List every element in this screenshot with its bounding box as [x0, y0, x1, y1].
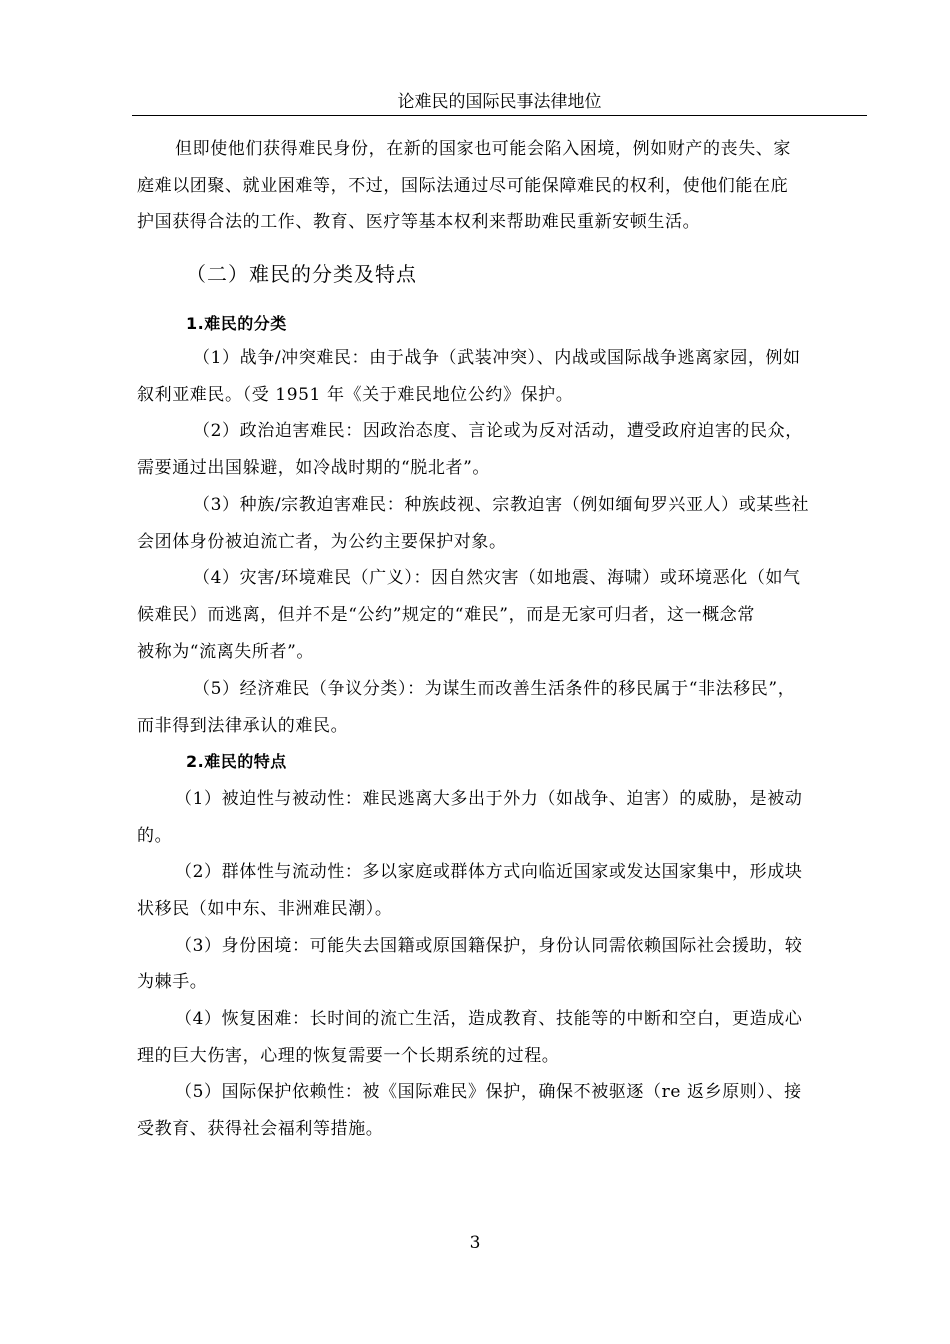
paragraph-line: 理的巨大伤害，心理的恢复需要一个长期系统的过程。 — [137, 1046, 560, 1066]
paragraph-line: 状移民（如中东、非洲难民潮）。 — [137, 899, 393, 919]
subsection-heading: 1.难民的分类 — [186, 314, 287, 333]
paragraph-line: 受教育、获得社会福利等措施。 — [137, 1119, 384, 1139]
paragraph-line: （3）种族/宗教迫害难民：种族歧视、宗教迫害（例如缅甸罗兴亚人）或某些社 — [193, 495, 810, 515]
paragraph-line: （5）国际保护依赖性：被《国际难民》保护，确保不被驱逐（re 返乡原则）、接 — [175, 1082, 802, 1102]
paragraph-line: 会团体身份被迫流亡者，为公约主要保护对象。 — [137, 532, 507, 552]
paragraph-line: （1）战争/冲突难民：由于战争（武装冲突）、内战或国际战争逃离家园，例如 — [193, 348, 801, 368]
running-header: 论难民的国际民事法律地位 — [132, 92, 867, 116]
paragraph-line: 为棘手。 — [137, 972, 208, 992]
paragraph-line: 叙利亚难民。（受 1951 年《关于难民地位公约》保护。 — [137, 385, 574, 405]
paragraph-line: （3）身份困境：可能失去国籍或原国籍保护，身份认同需依赖国际社会援助，较 — [175, 936, 803, 956]
paragraph-line: 需要通过出国躲避，如冷战时期的“脱北者”。 — [137, 458, 490, 478]
paragraph-line: （4）恢复困难：长时间的流亡生活，造成教育、技能等的中断和空白，更造成心 — [175, 1009, 803, 1029]
paragraph-line: 候难民）而逃离，但并不是“公约”规定的“难民”，而是无家可归者，这一概念常 — [137, 605, 755, 625]
paragraph-line: 而非得到法律承认的难民。 — [137, 716, 349, 736]
paragraph-line: 护国获得合法的工作、教育、医疗等基本权利来帮助难民重新安顿生活。 — [137, 212, 701, 232]
paragraph-line: （1）被迫性与被动性：难民逃离大多出于外力（如战争、迫害）的威胁，是被动 — [175, 789, 803, 809]
paragraph-line: （2）政治迫害难民：因政治态度、言论或为反对活动，遭受政府迫害的民众， — [193, 421, 803, 441]
paragraph-line: （4）灾害/环境难民（广义）：因自然灾害（如地震、海啸）或环境恶化（如气 — [193, 568, 801, 588]
section-heading: （二）难民的分类及特点 — [186, 262, 417, 286]
page-number: 3 — [469, 1233, 481, 1253]
paragraph-line: 被称为“流离失所者”。 — [137, 642, 314, 662]
paragraph-line: （5）经济难民（争议分类）：为谋生而改善生活条件的移民属于“非法移民”， — [193, 679, 796, 699]
paragraph-line: （2）群体性与流动性：多以家庭或群体方式向临近国家或发达国家集中，形成块 — [175, 862, 803, 882]
paragraph-line: 但即使他们获得难民身份，在新的国家也可能会陷入困境，例如财产的丧失、家 — [175, 139, 791, 159]
subsection-heading: 2.难民的特点 — [186, 752, 287, 771]
paragraph-line: 庭难以团聚、就业困难等，不过，国际法通过尽可能保障难民的权利，使他们能在庇 — [137, 176, 789, 196]
paragraph-line: 的。 — [137, 826, 173, 846]
